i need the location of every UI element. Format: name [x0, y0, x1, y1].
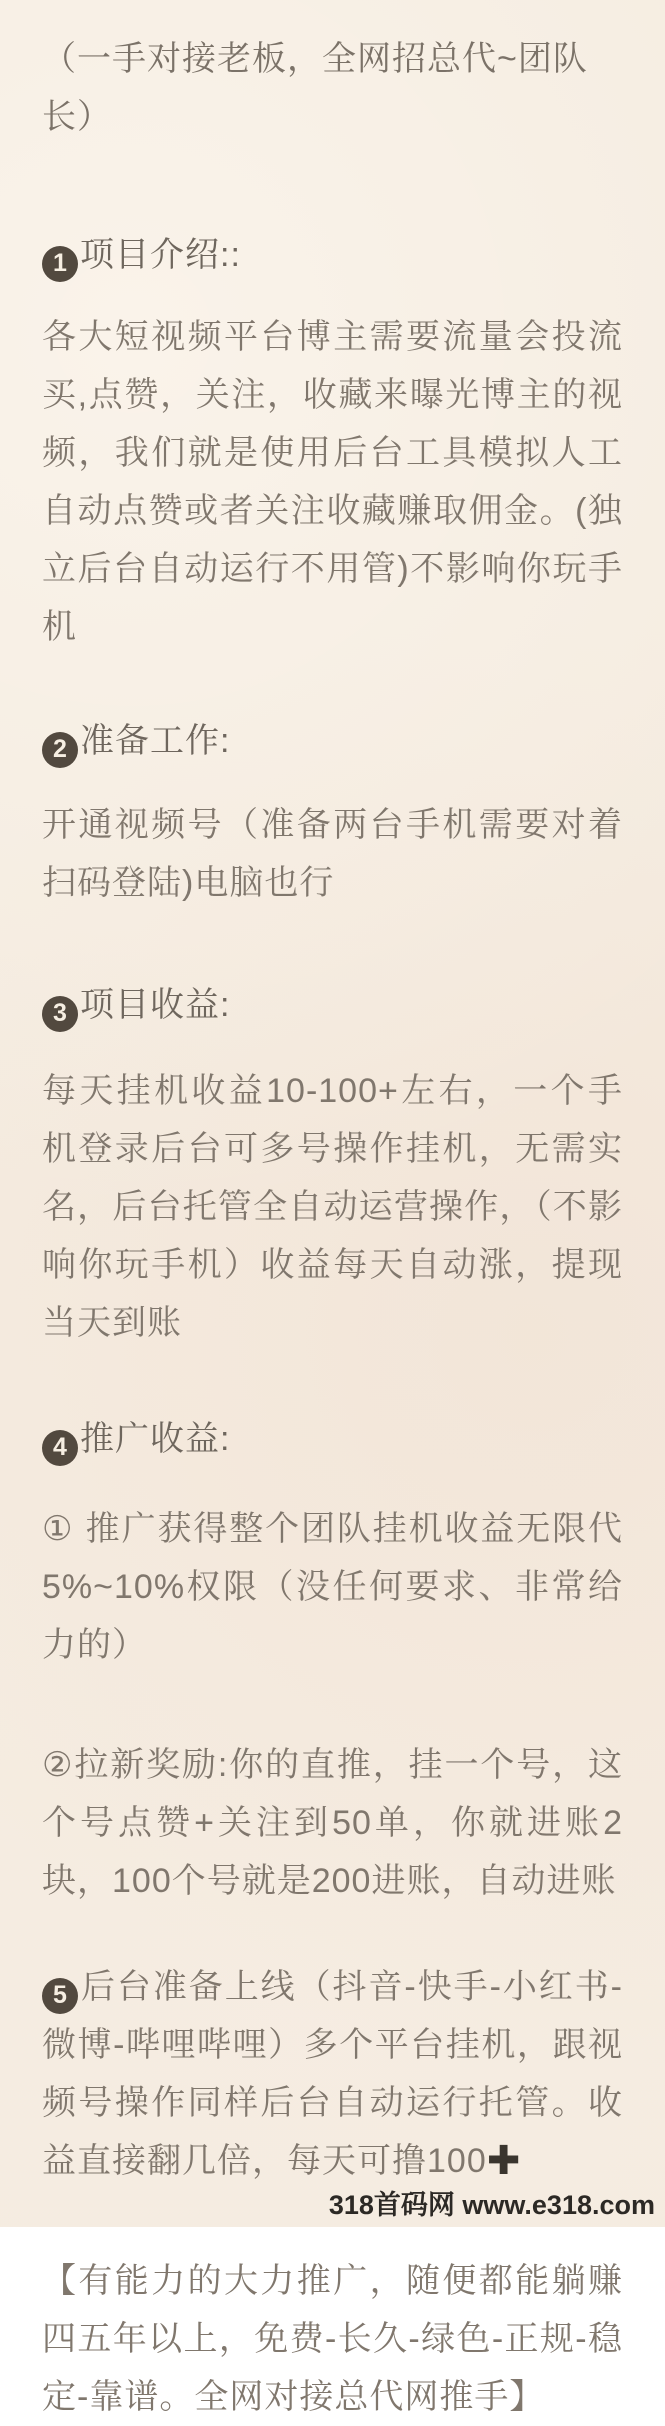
section-3-paragraph: 每天挂机收益10-100+左右，一个手机登录后台可多号操作挂机，无需实名，后台托管全自动运营操作，（不影响你玩手机）收益每天自动涨，提现当天到账 [42, 1072, 623, 1342]
footer-highlight-paragraph: 【有能力的大力推广，随便都能躺赚四五年以上，免费-长久-绿色-正规-稳定-靠谱。全网对接总代网推手】 [42, 2262, 623, 2416]
section-1-heading [42, 226, 623, 284]
section-4-title: 推广收益: [80, 1420, 231, 1458]
header-line: （一手对接老板，全网招总代~团队长） [42, 40, 588, 136]
section-4-heading [42, 1410, 623, 1468]
plus-sign-icon: ✚ [486, 2139, 521, 2183]
section-5-paragraph [42, 1958, 623, 2190]
section-1-paragraph: 各大短视频平台博主需要流量会投流买,点赞，关注，收藏来曝光博主的视频，我们就是使用后台工具模拟人工自动点赞或者关注收藏赚取佣金。(独立后台自动运行不用管)不影响你玩手机 [42, 318, 623, 646]
section-4-paragraph-2: ②拉新奖励:你的直推，挂一个号，这个号点赞+关注到50单，你就进账2块，100个号就是200进账，自动进账 [42, 1746, 623, 1900]
section-3-number-badge: 3 [42, 996, 78, 1032]
section-5-number-badge: 5 [42, 1978, 78, 2014]
section-1-number-badge: 1 [42, 246, 78, 282]
section-2-heading [42, 712, 623, 770]
section-4-number-badge: 4 [42, 1430, 78, 1466]
section-2-paragraph: 开通视频号（准备两台手机需要对着扫码登陆)电脑也行 [42, 806, 623, 902]
site-watermark: 318首码网 www.e318.com [328, 2190, 655, 2220]
section-2-title: 准备工作: [80, 722, 231, 760]
section-3-heading [42, 976, 623, 1034]
section-2-number-badge: 2 [42, 732, 78, 768]
section-3-title: 项目收益: [80, 986, 231, 1024]
section-4-paragraph-1: ① 推广获得整个团队挂机收益无限代5%~10%权限（没任何要求、非常给力的） [42, 1510, 623, 1664]
section-1-title: 项目介绍:: [80, 236, 241, 274]
section-5-body-text: 后台准备上线（抖音-快手-小红书-微博-哔哩哔哩）多个平台挂机，跟视频号操作同样后台自动运行托管。收益直接翻几倍，每天可撸100 [42, 1968, 623, 2180]
